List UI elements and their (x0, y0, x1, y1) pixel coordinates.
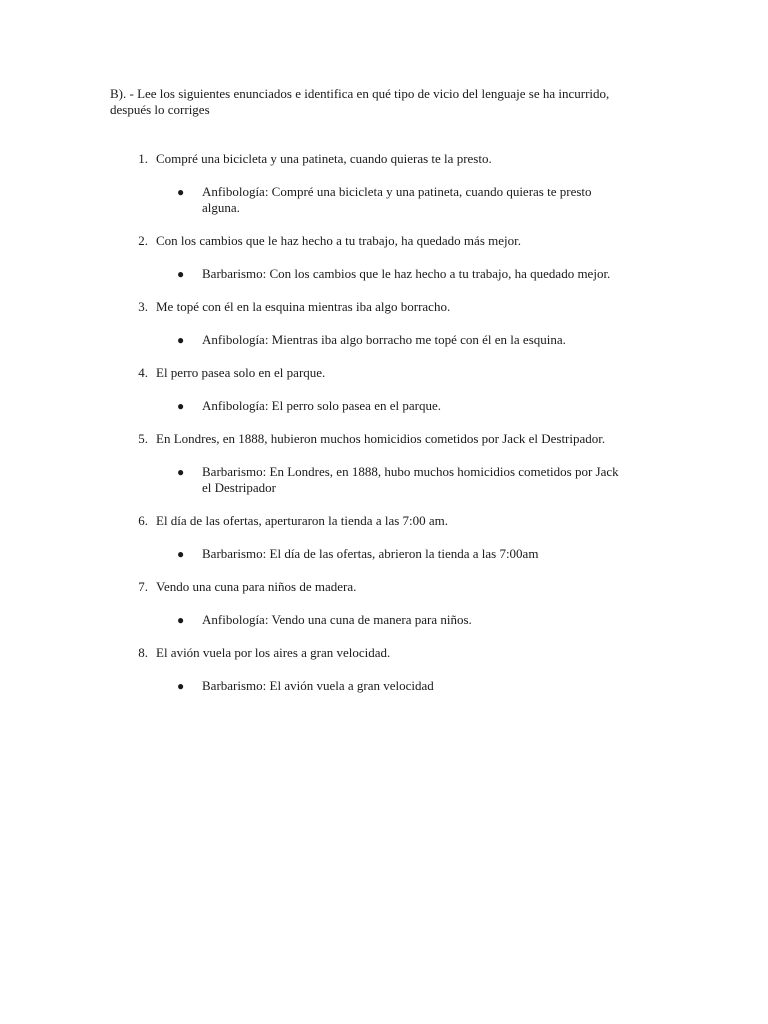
answer-text (202, 184, 672, 216)
exercise-item (0, 365, 768, 414)
exercise-item (0, 513, 768, 562)
exercise-answer (0, 266, 768, 282)
question-text: El perro pasea solo en el parque. (156, 365, 326, 380)
answer-text: Anfibología: El perro solo pasea en el parque. (202, 398, 441, 413)
answer-line-1: Anfibología: Compré una bicicleta y una patineta, cuando quieras te presto (202, 184, 592, 199)
item-number: 2. (138, 233, 148, 248)
exercise-item (0, 299, 768, 348)
exercise-answer (0, 184, 768, 216)
bullet-icon: ● (177, 465, 185, 479)
exercise-question (0, 299, 768, 315)
exercise-question (0, 645, 768, 661)
exercise-item (0, 151, 768, 216)
answer-line-2: alguna. (202, 200, 240, 215)
exercise-question (0, 233, 768, 249)
answer-text: Barbarismo: El avión vuela a gran velocidad (202, 678, 434, 693)
question-text: Me topé con él en la esquina mientras iba algo borracho. (156, 299, 451, 314)
exercise-answer (0, 332, 768, 348)
exercise-item (0, 233, 768, 282)
item-number: 1. (138, 151, 148, 166)
bullet-icon: ● (177, 399, 185, 413)
exercise-question (0, 365, 768, 381)
bullet-icon: ● (177, 267, 185, 281)
answer-text: Anfibología: Vendo una cuna de manera para niños. (202, 612, 472, 627)
question-text: Compré una bicicleta y una patineta, cuando quieras te la presto. (156, 151, 492, 166)
item-number: 3. (138, 299, 148, 314)
item-number: 5. (138, 431, 148, 446)
bullet-icon: ● (177, 547, 185, 561)
question-text: Vendo una cuna para niños de madera. (156, 579, 357, 594)
bullet-icon: ● (177, 185, 185, 199)
bullet-icon: ● (177, 679, 185, 693)
answer-text: Barbarismo: Con los cambios que le haz hecho a tu trabajo, ha quedado mejor. (202, 266, 611, 281)
answer-line-2: el Destripador (202, 480, 277, 495)
answer-text: Barbarismo: El día de las ofertas, abrieron la tienda a las 7:00am (202, 546, 539, 561)
item-number: 6. (138, 513, 148, 528)
item-number: 7. (138, 579, 148, 594)
exercise-item (0, 645, 768, 694)
exercise-answer (0, 398, 768, 414)
exercise-answer (0, 678, 768, 694)
instructions (110, 86, 670, 118)
exercise-item (0, 579, 768, 628)
item-number: 8. (138, 645, 148, 660)
exercise-question (0, 431, 768, 447)
answer-text (202, 464, 672, 496)
bullet-icon: ● (177, 333, 185, 347)
exercise-answer (0, 546, 768, 562)
answer-text: Anfibología: Mientras iba algo borracho me topé con él en la esquina. (202, 332, 566, 347)
exercise-question (0, 513, 768, 529)
bullet-icon: ● (177, 613, 185, 627)
exercise-question (0, 151, 768, 167)
exercise-question (0, 579, 768, 595)
exercise-item (0, 431, 768, 496)
question-text: En Londres, en 1888, hubieron muchos homicidios cometidos por Jack el Destripador. (156, 431, 606, 446)
exercise-list (0, 151, 768, 711)
exercise-answer (0, 612, 768, 628)
question-text: El día de las ofertas, aperturaron la tienda a las 7:00 am. (156, 513, 449, 528)
instructions-line-2: después lo corriges (110, 102, 210, 117)
item-number: 4. (138, 365, 148, 380)
answer-line-1: Barbarismo: En Londres, en 1888, hubo muchos homicidios cometidos por Jack (202, 464, 619, 479)
instructions-line-1: B). - Lee los siguientes enunciados e identifica en qué tipo de vicio del lenguaje se ha incurrido, (110, 86, 610, 101)
question-text: Con los cambios que le haz hecho a tu trabajo, ha quedado más mejor. (156, 233, 521, 248)
question-text: El avión vuela por los aires a gran velocidad. (156, 645, 391, 660)
exercise-answer (0, 464, 768, 496)
